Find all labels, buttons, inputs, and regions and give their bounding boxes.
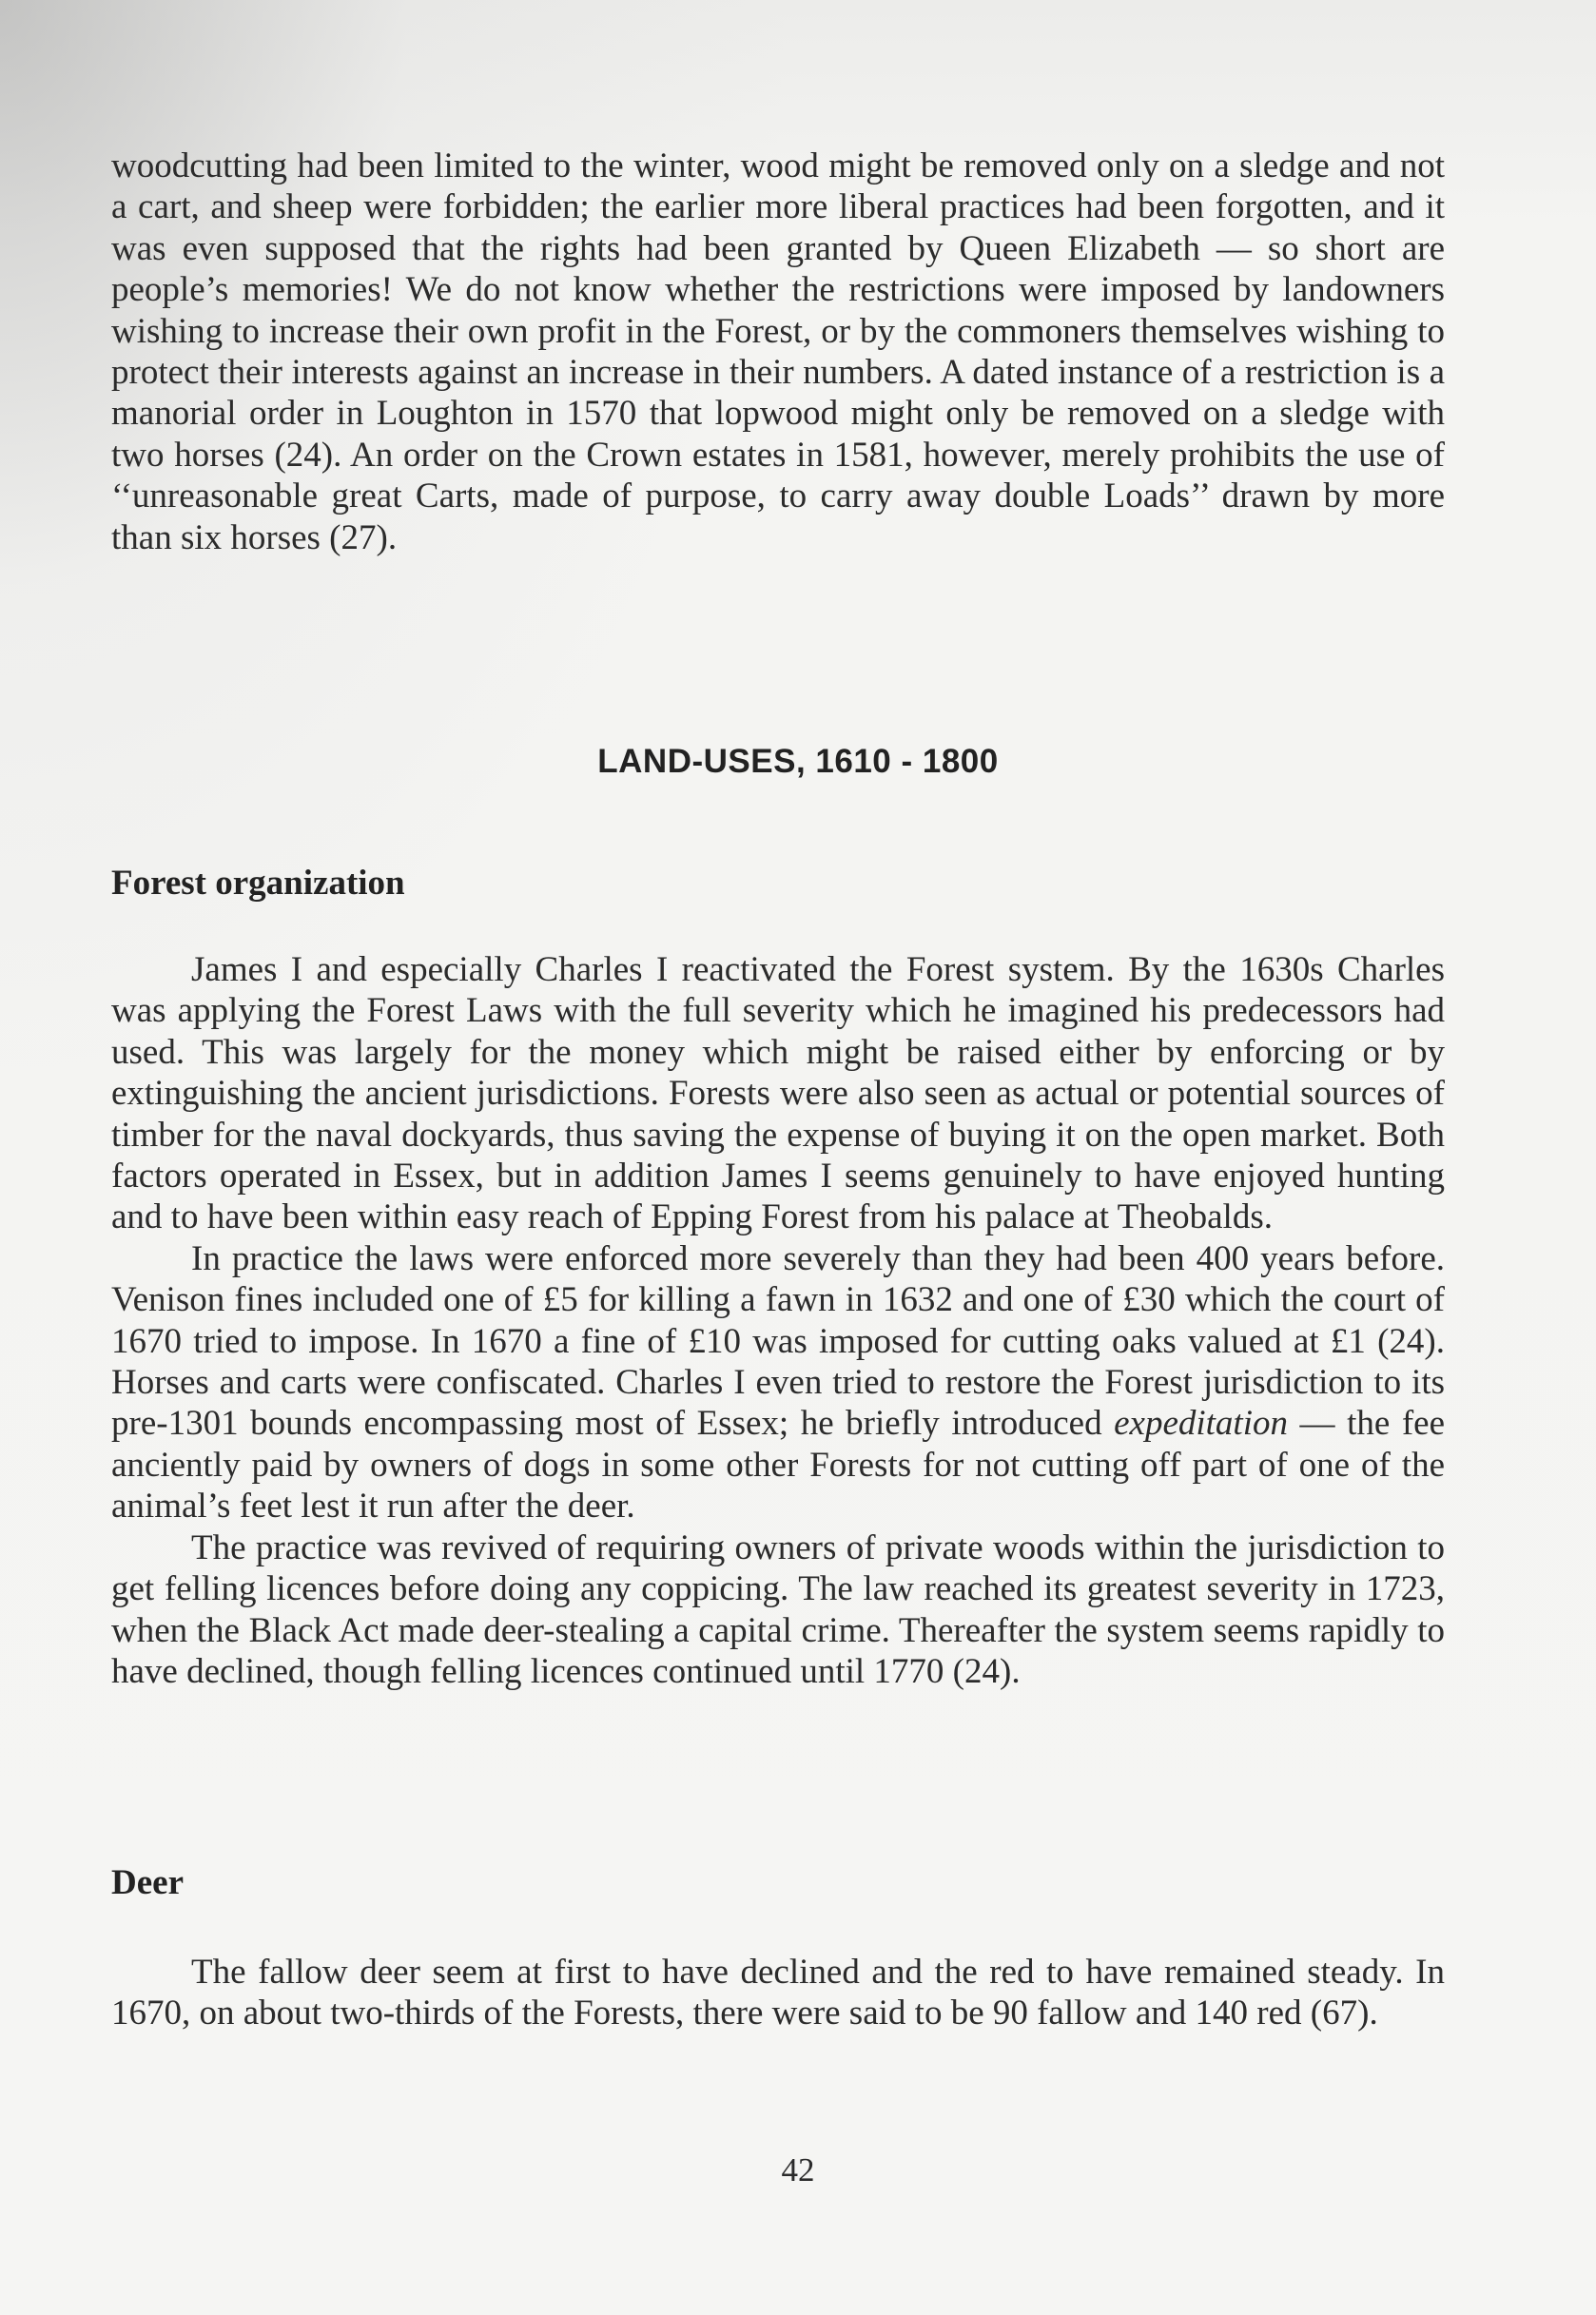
forest-paragraph-2 — [111, 1238, 1445, 1527]
subheading-forest-organization: Forest organization — [111, 864, 405, 903]
forest-paragraph-2-text-a: In practice the laws were enforced more severely than they had been 400 years before. Venison fines included one of £5 for killing a fawn in 1632 and one of £30 which the court of 1670 tried to impose. In 1670 a fine of £10 was imposed for cutting oaks valued at £1 (24). Horses and carts were confiscated. Charles I even tried to restore the Forest jurisdiction to its pre-1301 bounds encompassing most of Essex; he briefly introduced — [111, 1238, 1445, 1444]
continuation-paragraph — [111, 146, 1445, 558]
subheading-deer: Deer — [111, 1863, 184, 1902]
forest-paragraph-2-text-b: — the fee anciently paid by owners of dogs in some other Forests for not cutting off part of one of the animal’s feet lest it run after the deer. — [111, 1404, 1445, 1527]
page-number: 42 — [781, 2151, 815, 2189]
forest-organization-body — [111, 949, 1445, 1692]
continuation-text: woodcutting had been limited to the winter, wood might be removed only on a sledge and not a cart, and sheep were forbidden; the earlier more liberal practices had been forgotten, and it was even supposed that the rights had been granted by Queen Elizabeth — so short are people’s memories! We do not know whether the restrictions were imposed by landowners wishing to increase their own profit in the Forest, or by the commoners themselves wishing to protect their interests against an increase in their numbers. A dated instance of a restriction is a manorial order in Loughton in 1570 that lopwood might only be removed on a sledge with two horses (24). An order on the Crown estates in 1581, however, merely prohibits the use of ‘‘unreasonable great Carts, made of purpose, to carry away double Loads’’ drawn by more than six horses (27). — [111, 146, 1445, 557]
section-title: LAND-USES, 1610 - 1800 — [597, 743, 999, 780]
forest-paragraph-1: James I and especially Charles I reactivated the Forest system. By the 1630s Charles was applying the Forest Laws with the full severity which he imagined his predecessors had used. This was largely for the money which might be raised either by enforcing or by extinguishing the ancient jurisdictions. Forests were also seen as actual or potential sources of timber for the naval dockyards, thus saving the expense of buying it on the open market. Both factors operated in Essex, but in addition James I seems genuinely to have enjoyed hunting and to have been within easy reach of Epping Forest from his palace at Theobalds. — [111, 950, 1445, 1237]
deer-body — [111, 1952, 1445, 2034]
forest-paragraph-2-italic-term: expeditation — [1114, 1404, 1288, 1444]
forest-paragraph-3: The practice was revived of requiring owners of private woods within the jurisdiction to get felling licences before doing any coppicing. The law reached its greatest severity in 1723, when the Black Act made deer-stealing a capital crime. Thereafter the system seems rapidly to have declined, though felling licences continued until 1770 (24). — [111, 1527, 1445, 1691]
deer-paragraph-1: The fallow deer seem at first to have declined and the red to have remained steady. In 1670, on about two-thirds of the Forests, there were said to be 90 fallow and 140 red (67). — [111, 1953, 1445, 2033]
